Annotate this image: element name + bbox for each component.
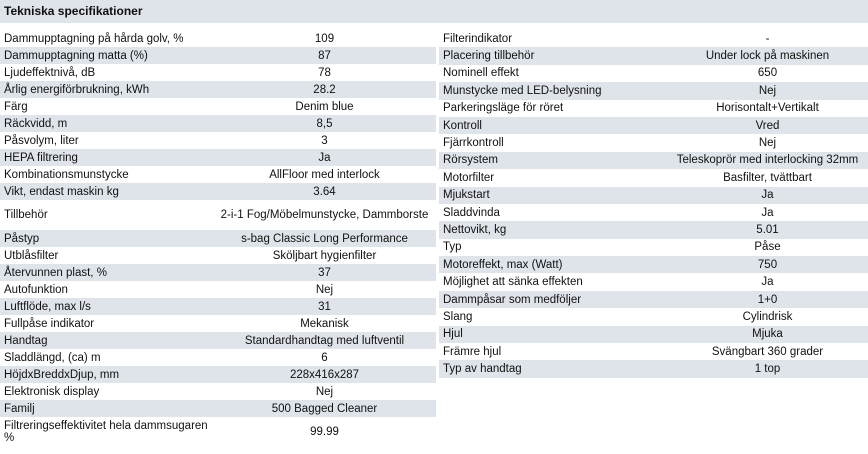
spec-label: Färg [4, 100, 28, 113]
spec-row [0, 230, 436, 247]
spec-label: Sladdvinda [443, 206, 500, 219]
spec-label: Motoreffekt, max (Watt) [443, 258, 563, 271]
spec-row [0, 315, 436, 332]
spec-row [439, 152, 868, 169]
spec-value: Horisontalt+Vertikalt [716, 102, 819, 115]
spec-label: Årlig energiförbrukning, kWh [4, 83, 150, 96]
spec-value: 78 [318, 66, 331, 79]
spec-value: Under lock på maskinen [705, 50, 830, 63]
spec-label: HEPA filtrering [4, 151, 78, 164]
spec-row [0, 400, 436, 417]
spec-value: Nej [315, 283, 334, 296]
spec-label: Elektronisk display [4, 385, 100, 398]
spec-value: 3 [321, 134, 328, 147]
spec-row [0, 149, 436, 166]
spec-value: - [765, 32, 770, 45]
spec-row [439, 82, 868, 99]
spec-row [0, 417, 436, 447]
spec-label: Hjul [443, 328, 463, 341]
spec-row [439, 326, 868, 343]
spec-label: Påsvolym, liter [4, 134, 79, 147]
spec-value: Sköljbart hygienfilter [272, 249, 377, 262]
spec-value: 87 [318, 49, 331, 62]
spec-value: Mekanisk [300, 317, 349, 330]
spec-row [0, 98, 436, 115]
spec-label: Nominell effekt [443, 67, 519, 80]
spec-label: Luftflöde, max l/s [4, 300, 91, 313]
spec-label: Filterindikator [443, 32, 513, 45]
spec-row [439, 187, 868, 204]
spec-label: Fullpåse indikator [4, 317, 95, 330]
spec-row [0, 115, 436, 132]
spec-row [0, 47, 436, 64]
spec-row [0, 298, 436, 315]
spec-value: Basfilter, tvättbart [723, 171, 812, 184]
spec-row [439, 308, 868, 325]
spec-label: Sladdlängd, (ca) m [4, 351, 101, 364]
spec-label: Rörsystem [443, 154, 498, 167]
spec-label: Motorfilter [443, 171, 495, 184]
spec-label: Autofunktion [4, 283, 68, 296]
spec-value: 3.64 [313, 185, 336, 198]
spec-table-right [439, 30, 868, 378]
spec-row [439, 30, 868, 47]
spec-value: 1 top [754, 363, 781, 376]
spec-value: Ja [761, 206, 774, 219]
spec-label: Placering tillbehör [443, 50, 535, 63]
spec-label: Ljudeffektnivå, dB [4, 66, 96, 79]
spec-value: 1+0 [757, 293, 778, 306]
spec-value: 5.01 [756, 223, 779, 236]
spec-row [439, 256, 868, 273]
spec-value: 8,5 [316, 117, 333, 130]
spec-value: 500 Bagged Cleaner [271, 402, 378, 415]
spec-value: 750 [757, 258, 778, 271]
spec-label: Familj [4, 402, 35, 415]
spec-row [0, 183, 436, 200]
spec-row [439, 273, 868, 290]
spec-value: Standardhandtag med luftventil [244, 334, 405, 347]
spec-row [439, 343, 868, 360]
spec-value: Nej [315, 385, 334, 398]
spec-label: Mjukstart [443, 189, 490, 202]
spec-row [439, 100, 868, 117]
spec-row [0, 383, 436, 400]
spec-row [439, 47, 868, 64]
spec-row [0, 264, 436, 281]
spec-value: 6 [321, 351, 328, 364]
spec-row [0, 200, 436, 230]
spec-value: 28.2 [313, 83, 336, 96]
spec-label: Tillbehör [4, 209, 48, 221]
spec-value: Teleskoprör med interlocking 32mm [676, 154, 859, 167]
spec-value: Vred [755, 119, 780, 132]
spec-label: Kontroll [443, 119, 482, 132]
spec-row [0, 281, 436, 298]
spec-value: Svängbart 360 grader [711, 345, 824, 358]
spec-row [0, 247, 436, 264]
spec-row [0, 64, 436, 81]
spec-label: Fjärrkontroll [443, 137, 504, 150]
spec-row [0, 30, 436, 47]
spec-value: Påse [754, 241, 781, 254]
spec-value: Ja [761, 276, 774, 289]
spec-label: Parkeringsläge för röret [443, 102, 564, 115]
spec-label: Återvunnen plast, % [4, 266, 107, 279]
spec-row [0, 366, 436, 383]
page-title: Tekniska specifikationer [4, 4, 143, 18]
spec-value: Ja [761, 189, 774, 202]
spec-label: Påstyp [4, 232, 40, 245]
spec-value: 31 [318, 300, 331, 313]
spec-value: Cylindrisk [742, 310, 793, 323]
spec-row [439, 291, 868, 308]
spec-row [439, 134, 868, 151]
spec-row [0, 332, 436, 349]
spec-row [0, 166, 436, 183]
spec-row [0, 132, 436, 149]
spec-label: Typ [443, 241, 462, 254]
spec-label: Vikt, endast maskin kg [4, 185, 119, 198]
spec-value: Denim blue [295, 100, 354, 113]
spec-value: 37 [318, 266, 331, 279]
spec-label: Nettovikt, kg [443, 223, 507, 236]
spec-value: 650 [757, 67, 778, 80]
spec-label: Räckvidd, m [4, 117, 68, 130]
spec-label: Typ av handtag [443, 363, 522, 376]
spec-value: 228x416x287 [289, 368, 360, 381]
spec-value: AllFloor med interlock [269, 168, 380, 181]
spec-value: 109 [314, 32, 335, 45]
spec-label: Utblåsfilter [4, 249, 59, 262]
spec-row [439, 65, 868, 82]
spec-label: Främre hjul [443, 345, 502, 358]
spec-label: Munstycke med LED-belysning [443, 84, 602, 97]
spec-label: Dammupptagning på hårda golv, % [4, 32, 184, 45]
spec-value: Mjuka [752, 328, 783, 341]
spec-row [439, 204, 868, 221]
spec-value: s-bag Classic Long Performance [241, 232, 408, 245]
spec-value: Nej [758, 137, 777, 150]
spec-label: Handtag [4, 334, 48, 347]
spec-header [0, 0, 868, 23]
spec-label: Slang [443, 310, 473, 323]
spec-row [0, 349, 436, 366]
spec-row [439, 169, 868, 186]
spec-label: Dammupptagning matta (%) [4, 49, 148, 62]
spec-label: HöjdxBreddxDjup, mm [4, 368, 120, 381]
spec-value: 2-i-1 Fog/Möbelmunstycke, Dammborste [220, 209, 429, 221]
spec-value: 99.99 [310, 426, 339, 438]
spec-label: Dammpåsar som medföljer [443, 293, 582, 306]
spec-row [439, 360, 868, 377]
spec-label: Kombinationsmunstycke [4, 168, 129, 181]
spec-row [0, 81, 436, 98]
spec-row [439, 117, 868, 134]
spec-value: Nej [758, 84, 777, 97]
spec-label: Filtreringseffektivitet hela dammsugaren % [4, 420, 208, 444]
spec-row [439, 239, 868, 256]
spec-row [439, 221, 868, 238]
spec-table-left [0, 30, 436, 447]
spec-label: Möjlighet att sänka effekten [443, 276, 583, 289]
spec-value: Ja [318, 151, 331, 164]
